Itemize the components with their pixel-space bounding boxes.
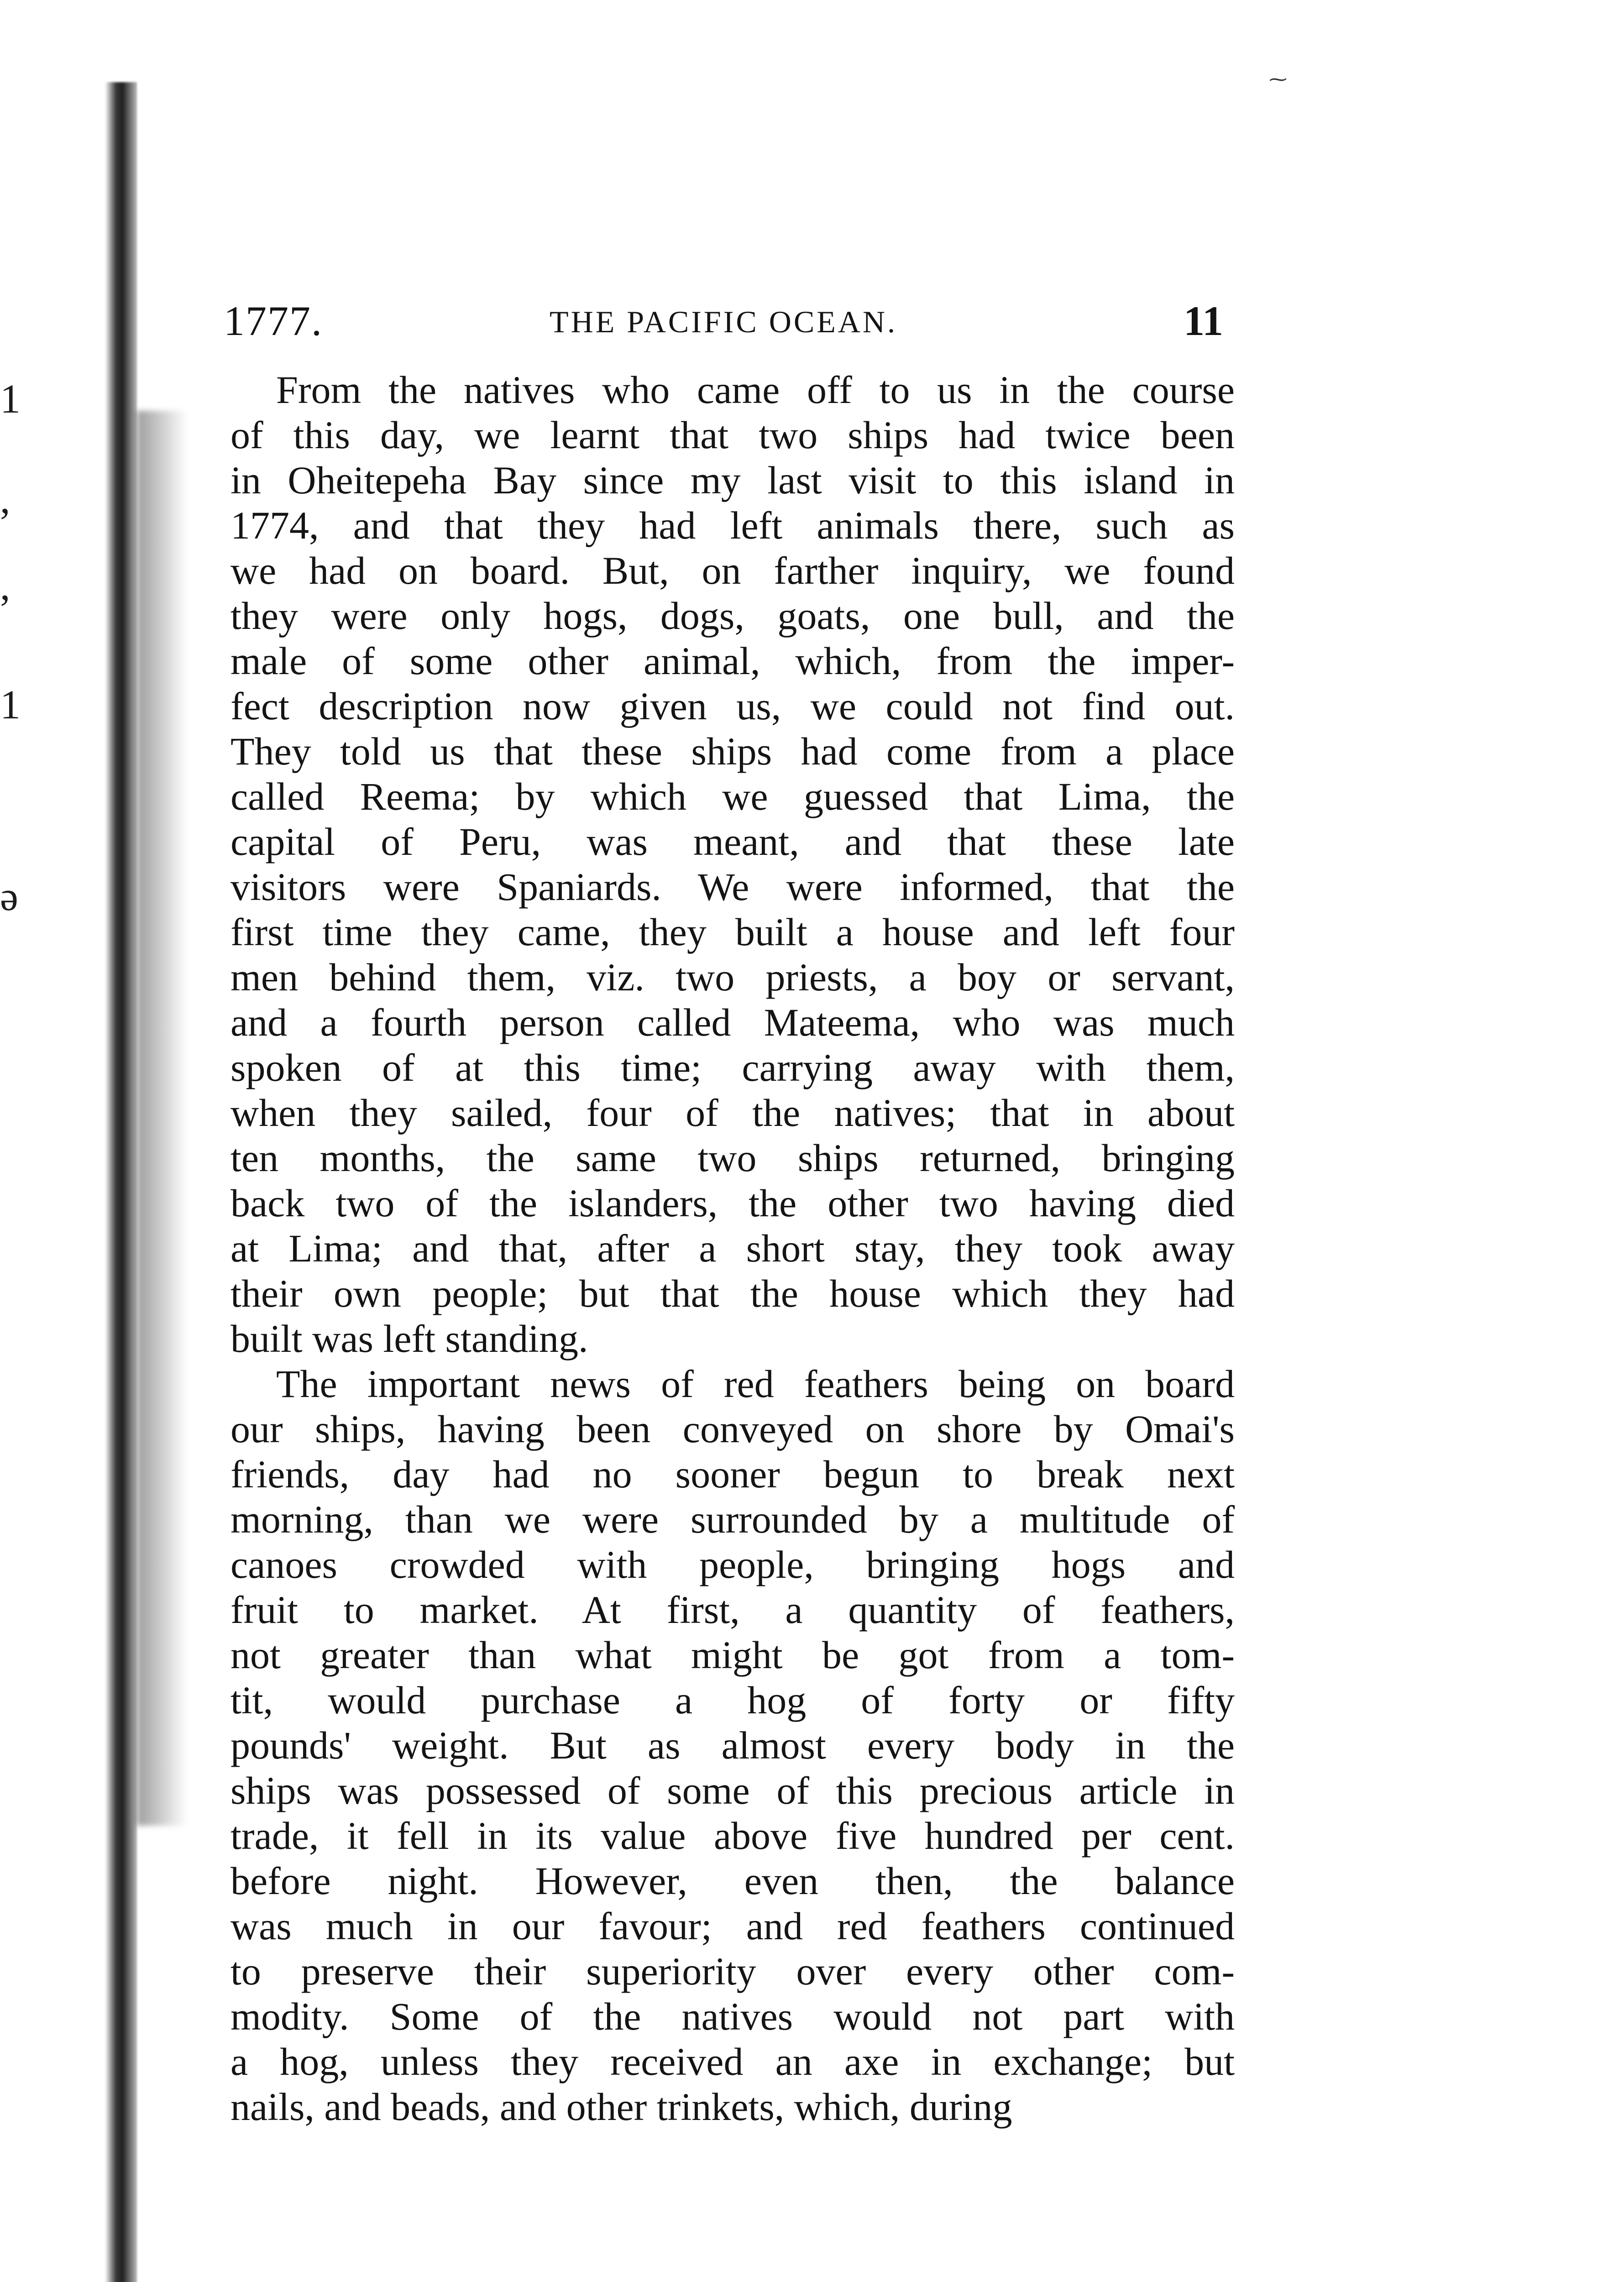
- bleed-through-glyph: 1: [0, 377, 21, 422]
- binding-gutter: [0, 0, 210, 2282]
- text-line: their own people; but that the house which they had: [231, 1272, 1235, 1315]
- text-line: modity. Some of the natives would not part with: [231, 1994, 1235, 2038]
- text-line: trade, it fell in its value above five hundred per cent.: [231, 1814, 1235, 1858]
- text-line: canoes crowded with people, bringing hogs and: [231, 1543, 1235, 1586]
- running-head: [224, 297, 1223, 347]
- stray-mark: ⁓: [1269, 69, 1287, 89]
- text-line: male of some other animal, which, from the imper-: [231, 639, 1235, 683]
- text-line: when they sailed, four of the natives; that in about: [231, 1091, 1235, 1135]
- text-line: ten months, the same two ships returned, bringing: [231, 1136, 1235, 1180]
- bleed-through-glyph: ə: [0, 874, 18, 919]
- text-line: nails, and beads, and other trinkets, which, during: [231, 2085, 1012, 2129]
- text-line: morning, than we were surrounded by a multitude of: [231, 1497, 1235, 1541]
- text-line: visitors were Spaniards. We were informed, that the: [231, 865, 1235, 909]
- text-line: They told us that these ships had come from a place: [231, 729, 1235, 773]
- text-line: to preserve their superiority over every other com-: [231, 1949, 1235, 1993]
- running-head-year: 1777.: [224, 298, 323, 344]
- text-line: back two of the islanders, the other two having died: [231, 1181, 1235, 1225]
- text-line: in Oheitepeha Bay since my last visit to this island in: [231, 458, 1235, 502]
- body-text: [231, 367, 1235, 2130]
- binding-shadow: [105, 82, 137, 2282]
- text-line: was much in our favour; and red feathers continued: [231, 1904, 1235, 1948]
- text-line: not greater than what might be got from a tom-: [231, 1633, 1235, 1677]
- text-line: pounds' weight. But as almost every body in the: [231, 1723, 1235, 1767]
- bleed-through-glyph: ,: [0, 477, 10, 522]
- page-number: 11: [1184, 298, 1223, 344]
- text-line: we had on board. But, on farther inquiry, we found: [231, 549, 1235, 592]
- text-line: tit, would purchase a hog of forty or fifty: [231, 1678, 1235, 1722]
- text-line: fruit to market. At first, a quantity of feathers,: [231, 1588, 1235, 1632]
- text-line: of this day, we learnt that two ships had twice been: [231, 413, 1235, 457]
- binding-shadow-soft: [137, 411, 187, 1826]
- text-line: men behind them, viz. two priests, a boy or servant,: [231, 955, 1235, 999]
- bleed-through-glyph: ,: [0, 564, 10, 609]
- text-line: The important news of red feathers being on board: [276, 1362, 1235, 1406]
- paragraph: [231, 367, 1235, 1361]
- text-line: first time they came, they built a house and left four: [231, 910, 1235, 954]
- text-line: at Lima; and that, after a short stay, they took away: [231, 1226, 1235, 1270]
- text-line: and a fourth person called Mateema, who was much: [231, 1000, 1235, 1044]
- text-line: 1774, and that they had left animals there, such as: [231, 503, 1235, 547]
- text-line: From the natives who came off to us in the course: [276, 368, 1235, 412]
- text-line: ships was possessed of some of this precious article in: [231, 1769, 1235, 1812]
- text-line: friends, day had no sooner begun to break next: [231, 1452, 1235, 1496]
- text-line: fect description now given us, we could not find out.: [231, 684, 1235, 728]
- text-line: built was left standing.: [231, 1317, 588, 1361]
- text-line: spoken of at this time; carrying away with them,: [231, 1046, 1235, 1089]
- running-head-title: THE PACIFIC OCEAN.: [550, 304, 897, 339]
- paragraph: [231, 1361, 1235, 2130]
- text-line: before night. However, even then, the balance: [231, 1859, 1235, 1903]
- text-line: our ships, having been conveyed on shore by Omai's: [231, 1407, 1235, 1451]
- bleed-through-glyph: 1: [0, 682, 21, 728]
- text-line: capital of Peru, was meant, and that these late: [231, 820, 1235, 864]
- text-line: a hog, unless they received an axe in exchange; but: [231, 2040, 1235, 2083]
- text-line: called Reema; by which we guessed that Lima, the: [231, 775, 1235, 818]
- text-line: they were only hogs, dogs, goats, one bull, and the: [231, 594, 1235, 638]
